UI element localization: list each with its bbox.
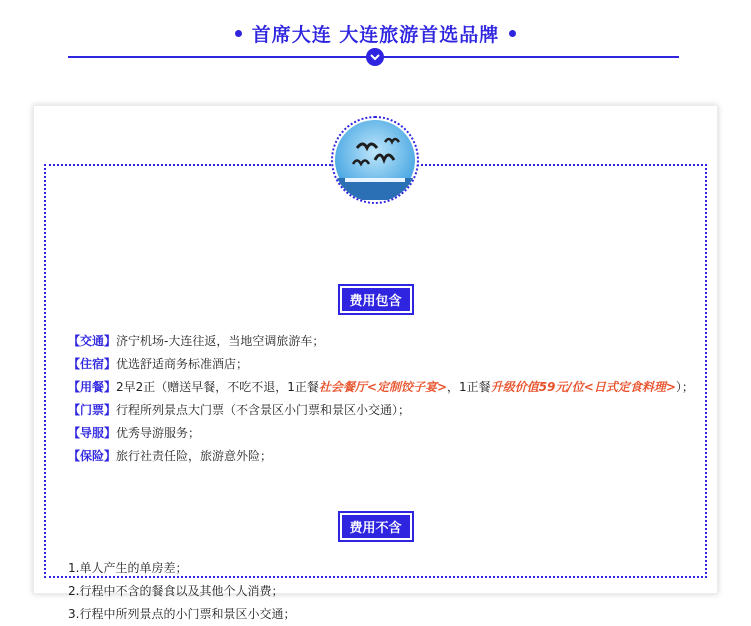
included-list <box>68 330 710 468</box>
included-title: 费用包含 <box>337 284 413 315</box>
header <box>0 0 751 80</box>
item-text: 优秀导游服务； <box>116 426 201 440</box>
item-text: 旅行社责任险，旅游意外险； <box>116 449 273 463</box>
dot-icon <box>509 30 516 37</box>
item-tag: 【门票】 <box>68 403 117 417</box>
highlight-text: 升级价值59元/位<日式定食料理> <box>490 380 676 394</box>
dot-icon <box>235 30 242 37</box>
item-tag: 【交通】 <box>68 334 117 348</box>
item-tag: 【导服】 <box>68 426 117 440</box>
excluded-title: 费用不含 <box>337 511 413 542</box>
item-text: 行程所列景点大门票（不含景区小门票和景区小交通）； <box>116 403 411 417</box>
chevron-down-icon <box>366 48 384 66</box>
highlight-text: 社会餐厅<定制饺子宴> <box>318 380 448 394</box>
list-item <box>68 330 710 353</box>
item-tag: 【住宿】 <box>68 357 117 371</box>
list-item <box>68 353 710 376</box>
list-item: 2.行程中不含的餐食以及其他个人消费； <box>68 584 284 598</box>
list-item: 3.行程中所列景点的小门票和景区小交通； <box>68 607 296 621</box>
item-text: 济宁机场-大连往返，当地空调旅游车； <box>116 334 325 348</box>
list-item <box>68 399 710 422</box>
list-item <box>68 422 710 445</box>
header-title <box>0 20 751 47</box>
item-text: 优选舒适商务标准酒店； <box>116 357 249 371</box>
item-text: ）； <box>675 380 694 394</box>
list-item: 1.单人产生的单房差； <box>68 561 188 575</box>
seagull-photo-icon <box>331 116 419 204</box>
excluded-list <box>68 557 708 626</box>
item-text: 2早2正（赠送早餐，不吃不退，1正餐 <box>116 380 319 394</box>
item-tag: 【用餐】 <box>68 380 117 394</box>
item-text: ，1正餐 <box>447 380 491 394</box>
header-title-text: 首席大连 大连旅游首选品牌 <box>251 24 500 46</box>
fee-card-inner <box>44 164 707 621</box>
list-item <box>68 376 710 399</box>
fee-card <box>33 105 718 621</box>
list-item <box>68 445 710 468</box>
item-tag: 【保险】 <box>68 449 117 463</box>
